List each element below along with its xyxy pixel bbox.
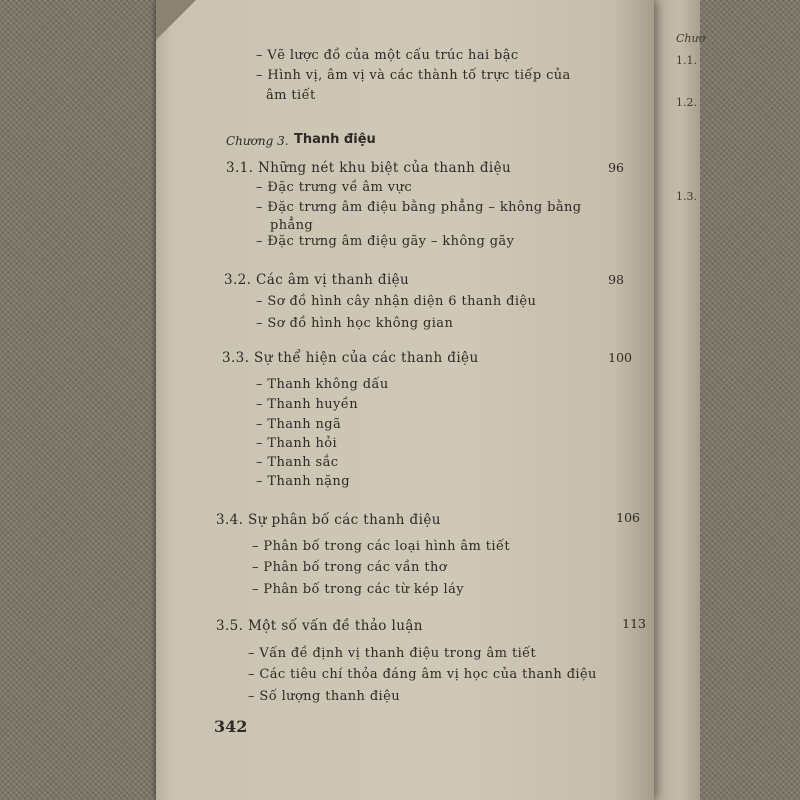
toc-item: – Đặc trưng âm điệu bằng phẳng – không bằng: [256, 200, 582, 215]
section-title: 3.2. Các âm vị thanh điệu: [224, 272, 410, 288]
book-page: [156, 0, 654, 800]
toc-item: – Phân bố trong các vần thơ: [252, 560, 447, 575]
toc-item: âm tiết: [266, 88, 316, 103]
section-title: 3.1. Những nét khu biệt của thanh điệu: [226, 160, 512, 176]
section-title: 3.4. Sự phân bố các thanh điệu: [216, 512, 441, 528]
toc-item: – Thanh sắc: [256, 455, 339, 470]
toc-item: – Các tiêu chí thỏa đáng âm vị học của thanh điệu: [248, 667, 597, 682]
adjacent-page-fragment: 1.1.: [676, 54, 697, 67]
page-ref: 106: [616, 510, 640, 525]
section-title: 3.5. Một số vấn đề thảo luận: [216, 618, 423, 634]
toc-item: – Đặc trưng về âm vực: [256, 180, 413, 195]
toc-item: – Thanh hỏi: [256, 436, 338, 451]
toc-item: – Sơ đồ hình học không gian: [256, 316, 454, 331]
section-title: 3.3. Sự thể hiện của các thanh điệu: [222, 350, 479, 366]
toc-item: – Phân bố trong các từ kép láy: [252, 582, 464, 597]
toc-item: – Vấn đề định vị thanh điệu trong âm tiết: [248, 646, 537, 661]
chapter-label: Chương 3.: [226, 134, 289, 148]
chapter-title: Thanh điệu: [294, 132, 376, 147]
page-number: 342: [214, 717, 248, 736]
adjacent-page-fragment: 1.3.: [676, 190, 697, 203]
toc-item: – Thanh ngã: [256, 417, 342, 432]
page-ref: 100: [608, 350, 632, 365]
toc-item: – Số lượng thanh điệu: [248, 689, 400, 704]
toc-item: – Thanh nặng: [256, 474, 350, 489]
page-ref: 96: [608, 160, 624, 175]
toc-item: – Đặc trưng âm điệu gãy – không gãy: [256, 234, 515, 249]
folded-corner: [156, 0, 196, 40]
toc-item: – Thanh huyền: [256, 397, 358, 412]
toc-item: – Sơ đồ hình cây nhận diện 6 thanh điệu: [256, 294, 537, 309]
toc-item: – Hình vị, âm vị và các thành tố trực tiếp của: [256, 68, 571, 83]
toc-item: – Vẽ lược đồ của một cấu trúc hai bậc: [256, 48, 519, 63]
toc-item: – Thanh không dấu: [256, 377, 389, 392]
page-ref: 98: [608, 272, 624, 287]
page-ref: 113: [622, 616, 646, 631]
adjacent-page-fragment: Chươ: [676, 32, 706, 45]
toc-item: phẳng: [270, 218, 314, 233]
toc-item: – Phân bố trong các loại hình âm tiết: [252, 539, 510, 554]
adjacent-page-fragment: 1.2.: [676, 96, 697, 109]
